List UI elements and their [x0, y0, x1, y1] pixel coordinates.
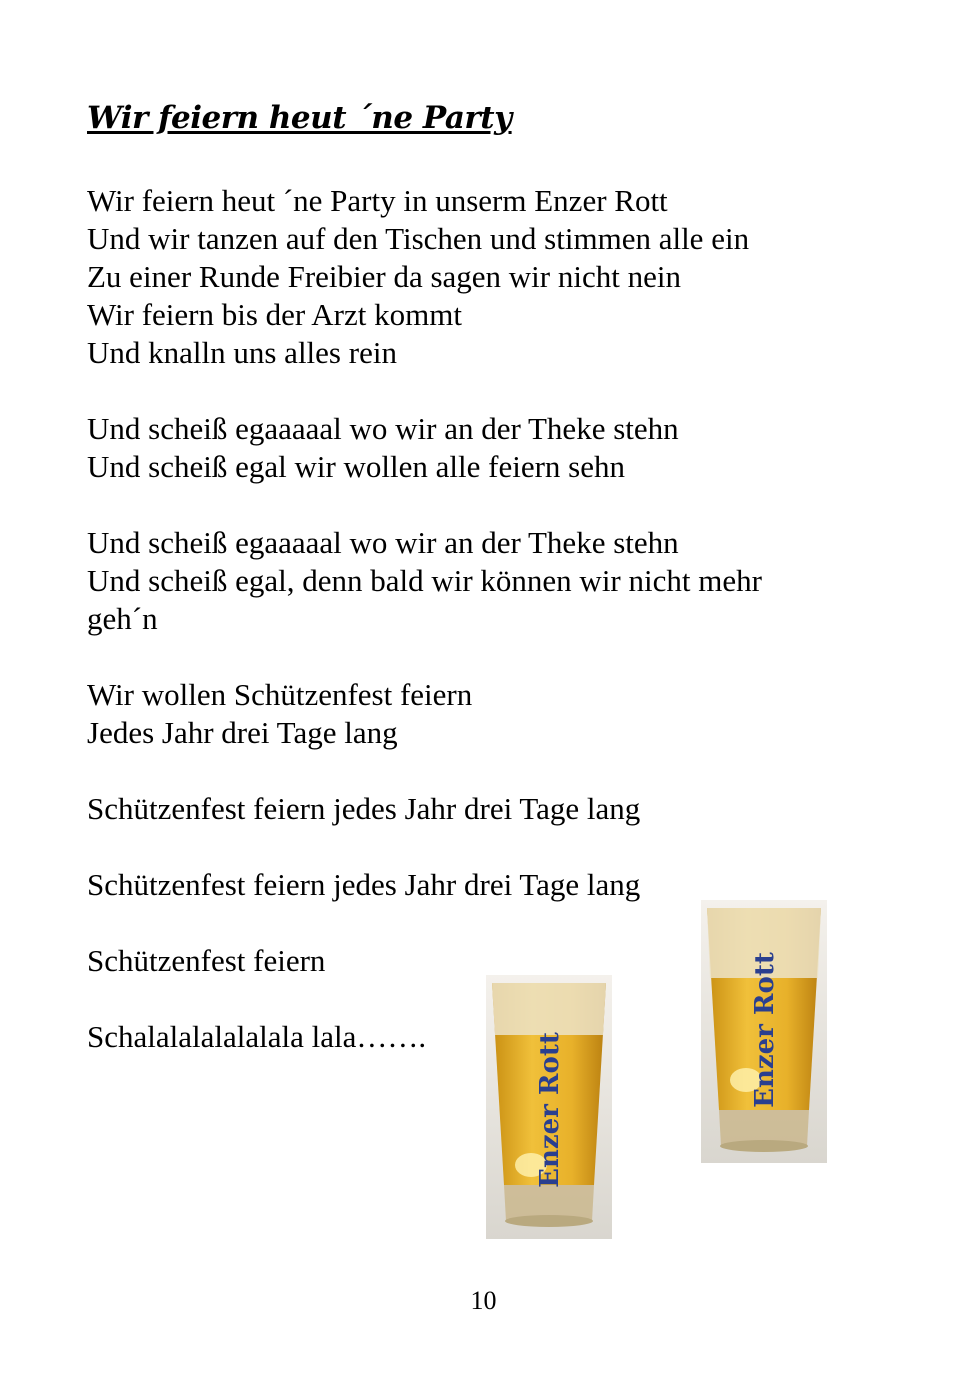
stanza-gap [87, 638, 827, 676]
lyric-line: Wir feiern bis der Arzt kommt [87, 297, 462, 332]
song-title: Wir feiern heut ´ne Party [87, 100, 512, 136]
lyric-line: Und scheiß egaaaaal wo wir an der Theke stehn [87, 411, 679, 446]
lyric-line: Wir wollen Schützenfest feiern [87, 677, 473, 712]
lyric-line: Und scheiß egal, denn bald wir können wir nicht mehr [87, 563, 762, 598]
lyric-line: Und wir tanzen auf den Tischen und stimmen alle ein [87, 221, 750, 256]
lyric-line: Jedes Jahr drei Tage lang [87, 715, 398, 750]
stanza-gap [87, 828, 827, 866]
beer-glass-photo-right [701, 900, 827, 1163]
lyric-line: Schützenfest feiern jedes Jahr drei Tage lang [87, 867, 641, 902]
lyric-line: Zu einer Runde Freibier da sagen wir nicht nein [87, 259, 681, 294]
lyric-line: Und scheiß egaaaaal wo wir an der Theke stehn [87, 525, 679, 560]
lyric-line: Wir feiern heut ´ne Party in unserm Enzer Rott [87, 183, 668, 218]
glass-label-right: Enzer Rott [750, 952, 780, 1108]
lyric-line: Schützenfest feiern jedes Jahr drei Tage lang [87, 791, 641, 826]
stanza-gap [87, 486, 827, 524]
lyric-line: Schalalalalalalala lala……. [87, 1019, 427, 1054]
beer-glass-photo-left [486, 975, 612, 1239]
glass-label-left: Enzer Rott [535, 1032, 565, 1188]
lyric-line: Und knalln uns alles rein [87, 335, 397, 370]
page-number: 10 [470, 1286, 497, 1315]
lyric-line: Und scheiß egal wir wollen alle feiern sehn [87, 449, 626, 484]
lyric-line: geh´n [87, 601, 158, 636]
stanza-gap [87, 752, 827, 790]
stanza-gap [87, 372, 827, 410]
lyric-line: Schützenfest feiern [87, 943, 326, 978]
